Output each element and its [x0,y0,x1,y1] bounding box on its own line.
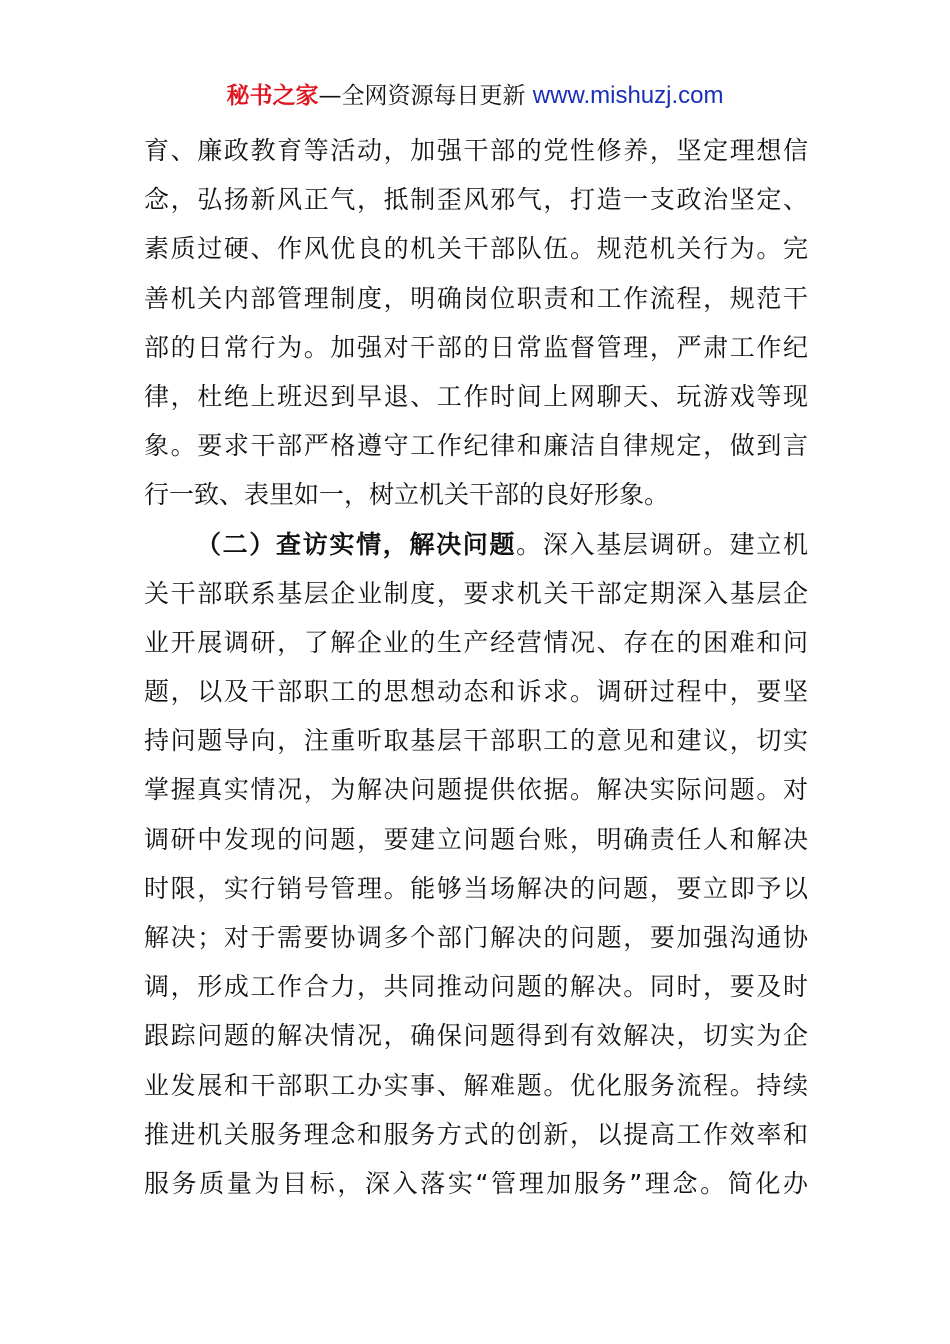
section-first-line [144,520,808,569]
text-line: 调研中发现的问题，要建立问题台账，明确责任人和解决 [144,824,808,854]
text-line: 掌握真实情况，为解决问题提供依据。解决实际问题。对 [144,775,808,805]
text-line: 题，以及干部职工的思想动态和诉求。调研过程中，要坚 [144,677,808,707]
paragraph-discipline [144,126,808,520]
text-line: 业发展和干部职工办实事、解难题。优化服务流程。持续 [144,1070,808,1100]
text-line: 推进机关服务理念和服务方式的创新，以提高工作效率和 [144,1119,808,1149]
text-line: 关干部联系基层企业制度，要求机关干部定期深入基层企 [144,578,808,608]
section-heading: （二）查访实情，解决问题 [196,529,517,559]
text-line: 调，形成工作合力，共同推动问题的解决。同时，要及时 [144,972,808,1002]
document-body [144,126,808,1208]
text-line: 行一致、表里如一，树立机关干部的良好形象。 [144,480,670,510]
text-line: 服务质量为目标，深入落实“管理加服务”理念。简化办 [144,1168,808,1198]
text-line: 业开展调研，了解企业的生产经营情况、存在的困难和问 [144,627,808,657]
section-first-line-text: 。深入基层调研。建立机 [516,529,808,559]
text-line: 象。要求干部严格遵守工作纪律和廉洁自律规定，做到言 [144,431,808,461]
text-line: 育、廉政教育等活动，加强干部的党性修养，坚定理想信 [144,136,808,165]
paragraph-investigation [144,520,808,1209]
text-line: 跟踪问题的解决情况，确保问题得到有效解决，切实为企 [144,1021,808,1051]
text-line: 律，杜绝上班迟到早退、工作时间上网聊天、玩游戏等现 [144,381,808,411]
text-line: 时限，实行销号管理。能够当场解决的问题，要立即予以 [144,873,808,903]
text-line: 善机关内部管理制度，明确岗位职责和工作流程，规范干 [144,283,808,313]
site-url-link[interactable]: www.mishuzj.com [532,82,724,109]
page-header [0,80,950,112]
text-line: 部的日常行为。加强对干部的日常监督管理，严肃工作纪 [144,332,808,362]
header-tagline: —全网资源每日更新 [318,83,526,109]
text-line: 持问题导向，注重听取基层干部职工的意见和建议，切实 [144,726,808,756]
text-line: 念，弘扬新风正气，抵制歪风邪气，打造一支政治坚定、 [144,185,808,215]
text-line: 素质过硬、作风优良的机关干部队伍。规范机关行为。完 [144,234,808,264]
text-line: 解决；对于需要协调多个部门解决的问题，要加强沟通协 [144,923,808,952]
brand-name: 秘书之家 [226,83,319,109]
